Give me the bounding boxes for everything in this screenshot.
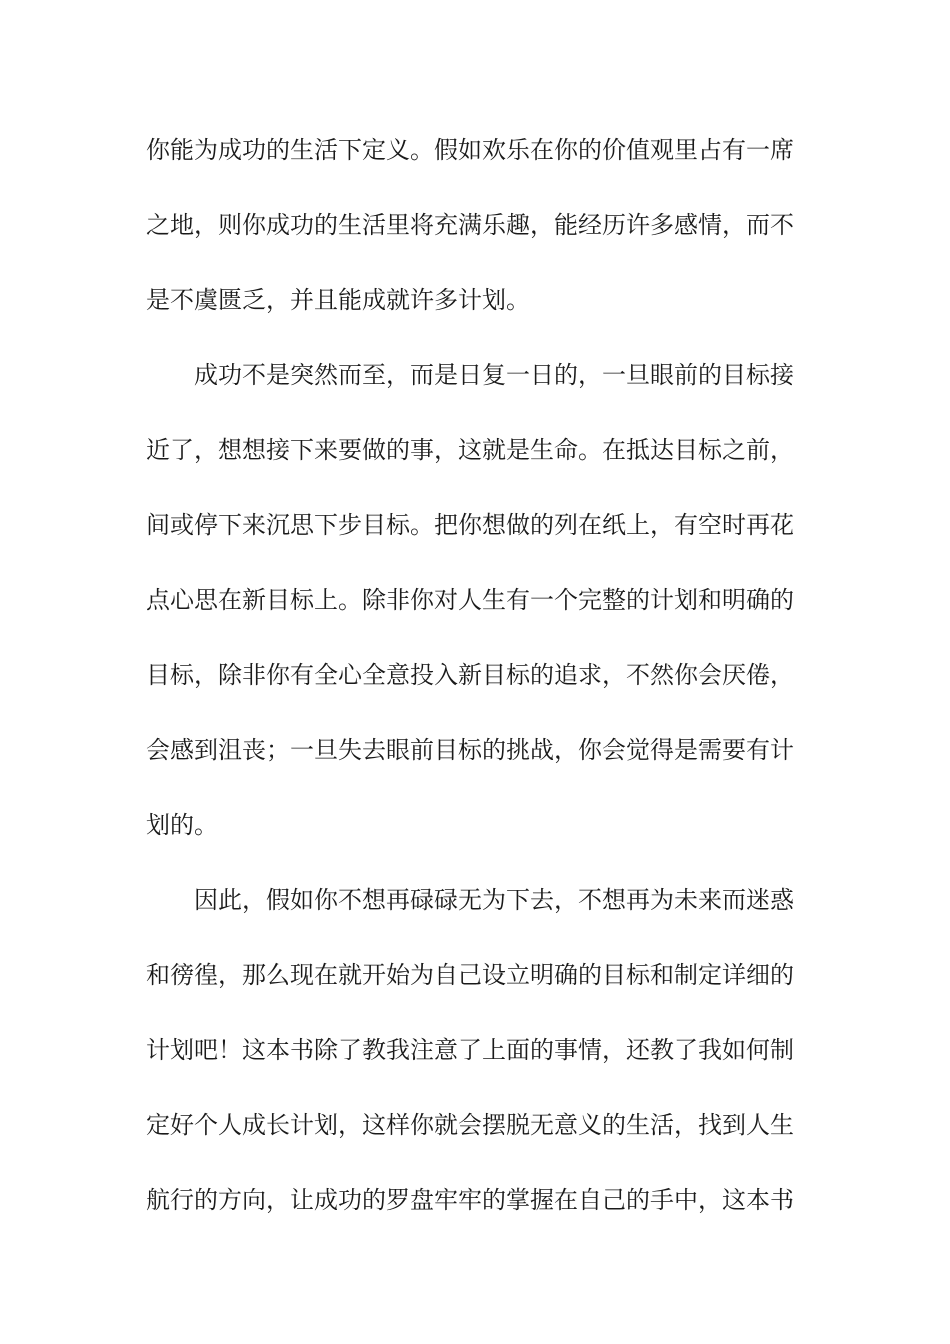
text-line: 是不虞匮乏，并且能成就许多计划。 <box>146 286 530 314</box>
text-line: 和徬徨，那么现在就开始为自己设立明确的目标和制定详细的 <box>146 961 794 989</box>
text-line: 你能为成功的生活下定义。假如欢乐在你的价值观里占有一席 <box>146 136 794 164</box>
paragraph-first-line: 成功不是突然而至，而是日复一日的，一旦眼前的目标接 <box>194 361 794 389</box>
text-line: 点心思在新目标上。除非你对人生有一个完整的计划和明确的 <box>146 586 794 614</box>
text-line: 会感到沮丧；一旦失去眼前目标的挑战，你会觉得是需要有计 <box>146 736 794 764</box>
text-line: 目标，除非你有全心全意投入新目标的追求，不然你会厌倦， <box>146 661 794 689</box>
text-line: 计划吧！这本书除了教我注意了上面的事情，还教了我如何制 <box>146 1036 794 1064</box>
paragraph-first-line: 因此，假如你不想再碌碌无为下去，不想再为未来而迷惑 <box>194 886 794 914</box>
text-line: 划的。 <box>146 811 218 839</box>
text-line: 间或停下来沉思下步目标。把你想做的列在纸上，有空时再花 <box>146 511 794 539</box>
text-line: 定好个人成长计划，这样你就会摆脱无意义的生活，找到人生 <box>146 1111 794 1139</box>
text-line: 近了，想想接下来要做的事，这就是生命。在抵达目标之前， <box>146 436 794 464</box>
text-line: 航行的方向，让成功的罗盘牢牢的掌握在自己的手中，这本书 <box>146 1186 794 1214</box>
text-line: 之地，则你成功的生活里将充满乐趣，能经历许多感情，而不 <box>146 211 794 239</box>
